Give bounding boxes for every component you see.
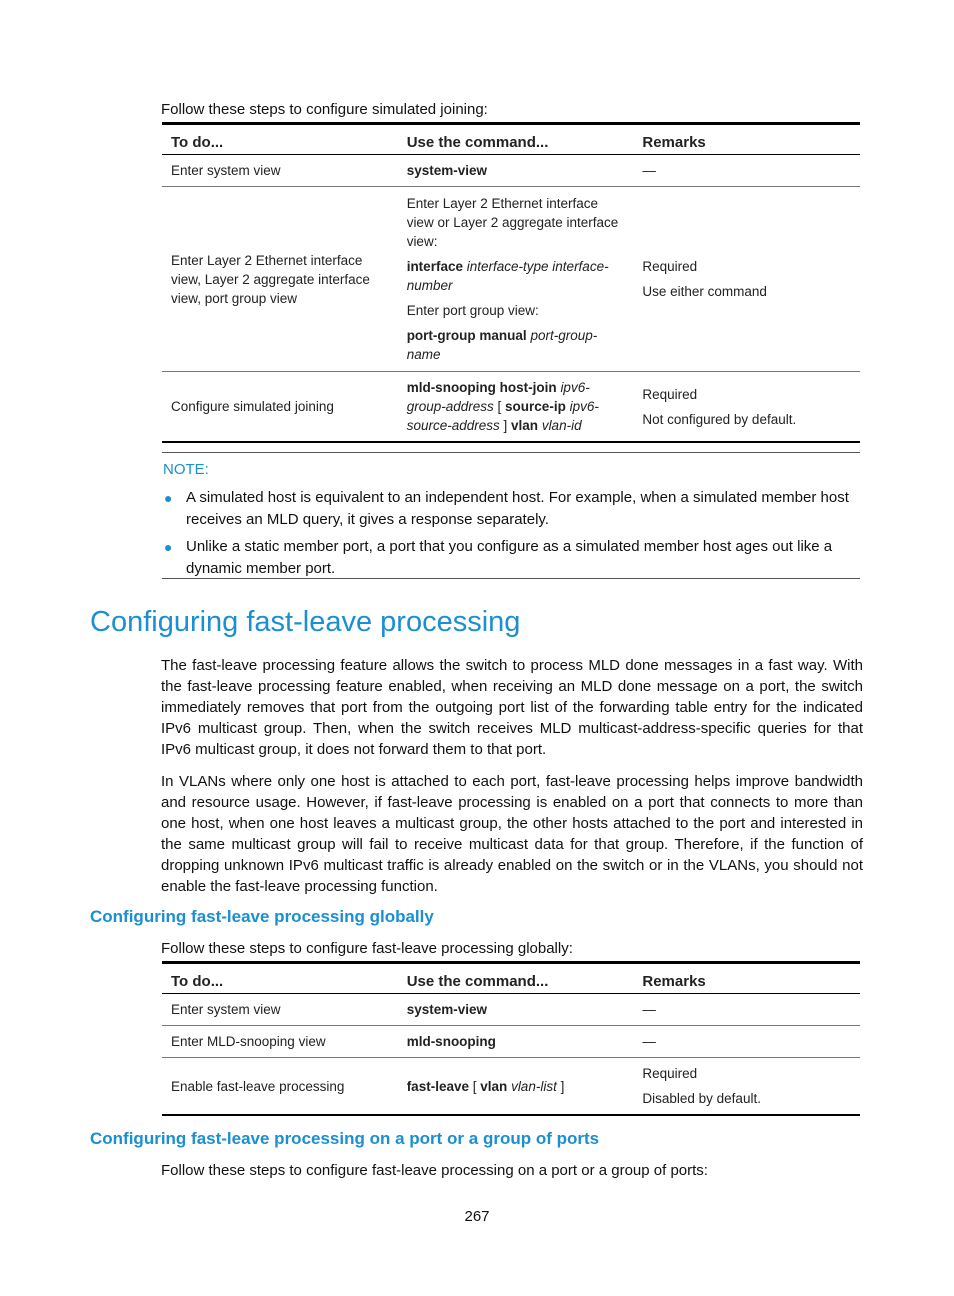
table-row [162,187,860,372]
cell-remarks: — [633,1026,860,1058]
command-keyword: vlan [511,418,539,433]
command-bracket: ] [503,418,508,433]
command-description: Enter Layer 2 Ethernet interface view or Layer 2 aggregate interface view: [406,196,619,249]
command-argument: ipv6-group-address [406,380,590,414]
cell-todo: Enter system view [162,155,398,187]
command-argument: vlan-list [511,1078,557,1094]
command-keyword: port-group manual [406,328,527,343]
body-paragraph: The fast-leave processing feature allows the switch to process MLD done messages in a fast way. With the fast-leave processing feature enabled, when receiving an MLD done message on a port, the switch immediately removes that port from the outgoing port list of the forwarding table entry for the indicated IPv6 multicast group. Then, when the switch receives MLD multicast-address-specific queries for that IPv6 multicast group, it does not forward them to that port. [161,657,863,758]
command-keyword: system-view [406,163,487,178]
command-argument: ipv6-source-address [406,399,599,433]
cell-remarks [633,372,860,443]
note-bullet [162,536,850,580]
column-header-remarks: Remarks [633,963,860,994]
command-keyword: interface [406,259,463,274]
column-header-todo: To do... [162,124,398,155]
cell-command [398,994,634,1026]
table-row [162,1026,860,1058]
note-box [162,452,860,579]
table-row [162,1058,860,1116]
command-keyword: fast-leave [406,1078,469,1094]
column-header-remarks: Remarks [633,124,860,155]
cell-remarks: — [633,155,860,187]
note-bullet-text: Unlike a static member port, a port that you configure as a simulated member host ages out like a dynamic member port. [186,538,833,577]
cell-command [398,187,634,372]
column-header-todo: To do... [162,963,398,994]
column-header-command: Use the command... [398,963,634,994]
intro-text-port: Follow these steps to configure fast-leave processing on a port or a group of ports: [161,1162,708,1179]
command-keyword: mld-snooping host-join [406,380,557,395]
remark-line: Use either command [642,284,767,299]
cell-command [398,155,634,187]
command-argument: vlan-id [541,418,582,433]
bullet-icon: ● [164,490,173,506]
command-keyword: mld-snooping [406,1034,496,1049]
cell-remarks [633,187,860,372]
remark-line: Required [642,259,698,274]
command-syntax [407,326,625,364]
subsection-title-global: Configuring fast-leave processing globally [90,907,434,926]
command-argument: interface-number [406,259,609,293]
command-argument: interface-type [466,259,549,274]
command-syntax [407,1079,565,1094]
cell-command [398,1058,634,1116]
note-bullet [162,487,850,531]
page-number: 267 [464,1208,490,1225]
subsection-title-port: Configuring fast-leave processing on a port or a group of ports [90,1129,600,1148]
cell-todo: Enter MLD-snooping view [162,1026,398,1058]
cell-todo: Enter system view [162,994,398,1026]
table-row [162,994,860,1026]
remark-line: Required [642,1066,698,1081]
table-row [162,372,860,443]
command-description: Enter port group view: [406,303,539,318]
table-row [162,155,860,187]
command-bracket: [ [497,399,502,414]
intro-text-global: Follow these steps to configure fast-leave processing globally: [161,940,573,957]
command-keyword: source-ip [505,399,566,414]
command-argument: port-group-name [406,328,598,362]
remark-line: Disabled by default. [642,1091,761,1106]
cell-todo: Enter Layer 2 Ethernet interface view, Layer 2 aggregate interface view, port group view [162,187,398,372]
column-header-command: Use the command... [398,124,634,155]
body-paragraph: In VLANs where only one host is attached to each port, fast-leave processing helps improve bandwidth and resource usage. However, if fast-leave processing is enabled on a port that connects to more than one host, when one host leaves a multicast group, the other hosts attached to the port and interested in the same multicast group will fail to receive multicast data for that group. Therefore, if the function of dropping unknown IPv6 multicast traffic is already enabled on the switch or in the VLANs, you should not enable the fast-leave processing function. [161,773,863,895]
command-keyword: system-view [406,1002,487,1017]
cell-todo: Enable fast-leave processing [162,1058,398,1116]
command-syntax [407,257,625,295]
section-title: Configuring fast-leave processing [90,606,521,638]
command-syntax [407,380,599,433]
intro-text-simulated-joining: Follow these steps to configure simulated joining: [161,101,488,118]
remark-line: Required [642,386,698,402]
note-bullet-text: A simulated host is equivalent to an independent host. For example, when a simulated member host receives an MLD query, it gives a response separately. [186,489,849,528]
note-title: NOTE: [163,461,209,478]
command-keyword: vlan [480,1078,508,1094]
remark-line: Not configured by default. [642,411,797,427]
cell-command [398,372,634,443]
table-header-row [162,124,860,155]
command-bracket: ] [560,1078,565,1094]
cell-command [398,1026,634,1058]
table-header-row [162,963,860,994]
cell-todo: Configure simulated joining [162,372,398,443]
cell-remarks: — [633,994,860,1026]
bullet-icon: ● [164,539,173,555]
simulated-joining-table [162,122,860,443]
cell-remarks [633,1058,860,1116]
command-bracket: [ [472,1078,477,1094]
fast-leave-global-table [162,961,860,1116]
